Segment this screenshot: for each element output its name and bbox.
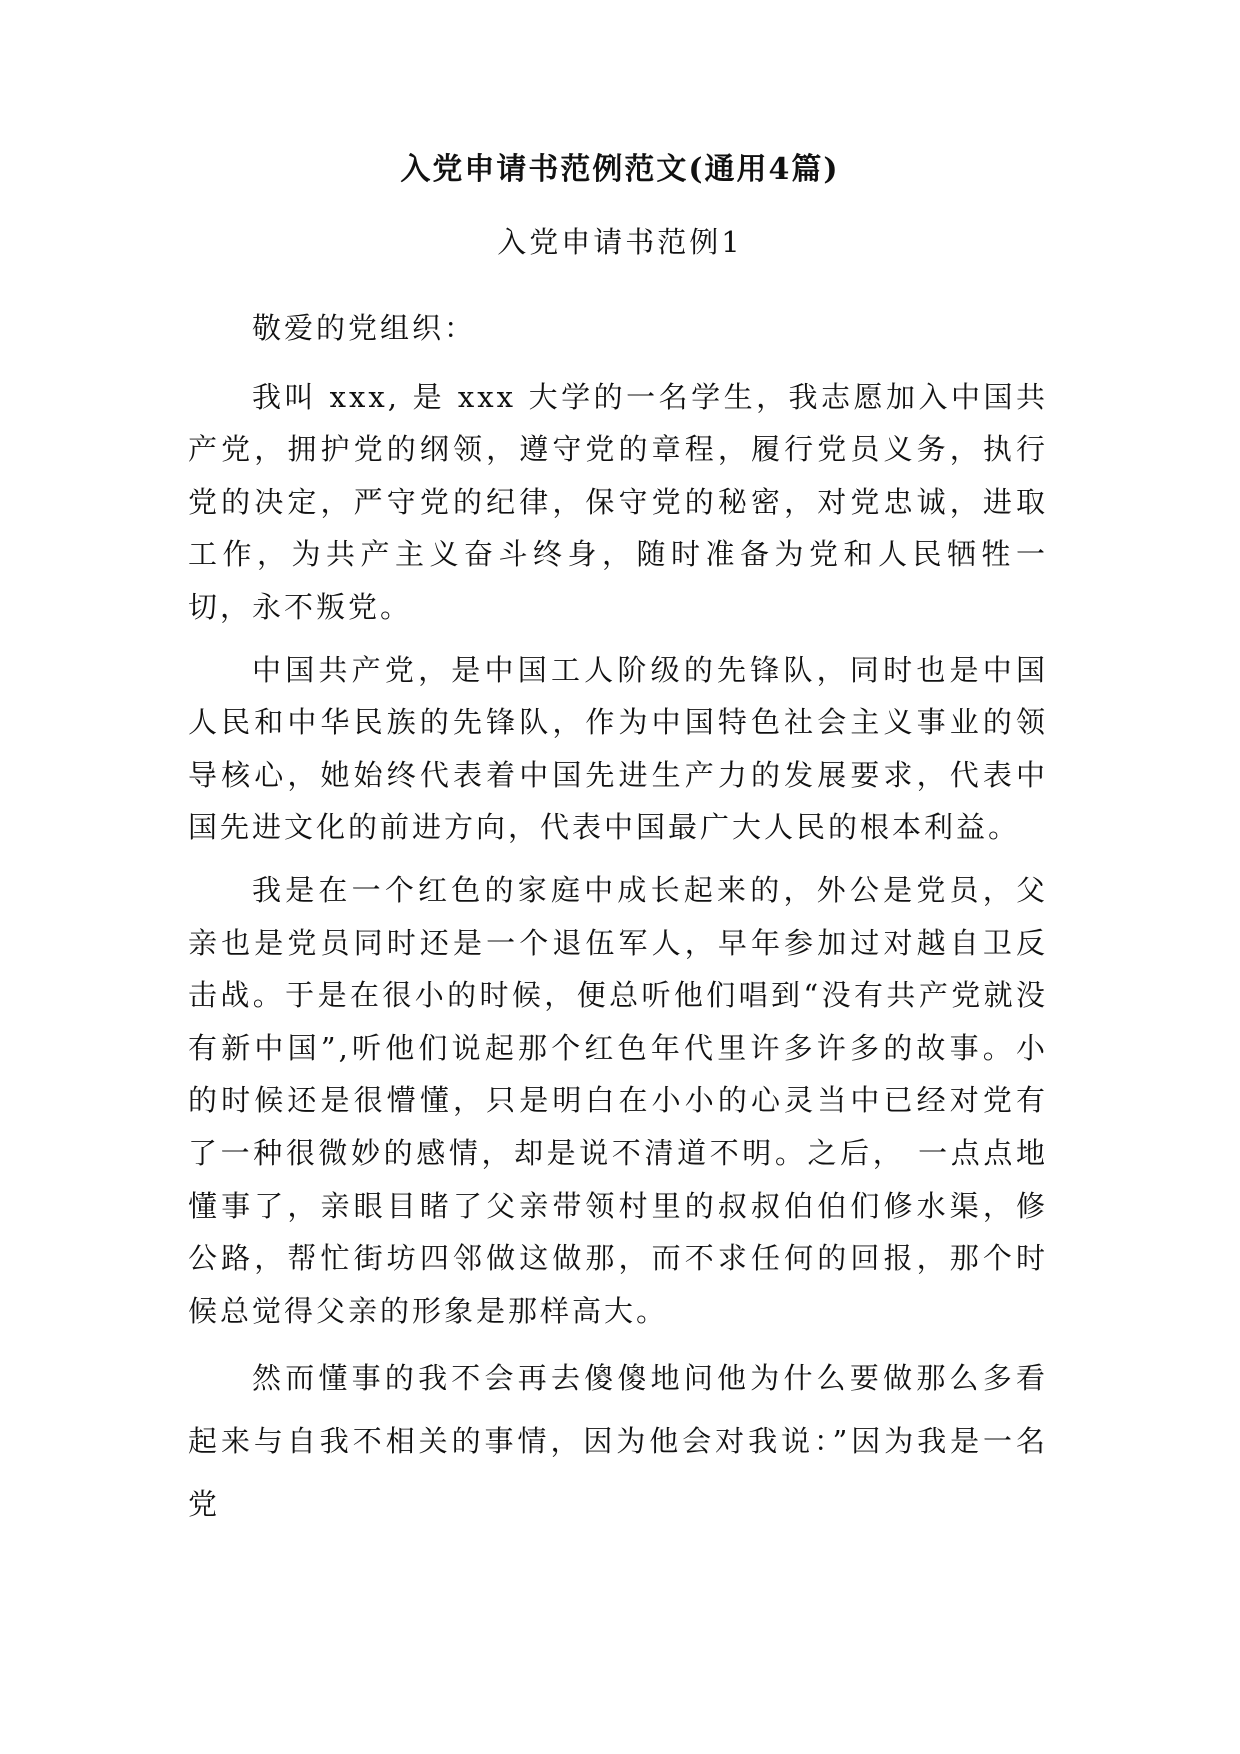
document-body — [188, 302, 1048, 1546]
document-subtitle: 入党申请书范例1 — [497, 225, 743, 259]
paragraph-2: 中国共产党，是中国工人阶级的先锋队，同时也是中国人民和中华民族的先锋队，作为中国特色社会主义事业的领导核心，她始终代表着中国先进生产力的发展要求，代表中国先进文化的前进方向，代表中国最广大人民的根本利益。 — [188, 652, 1048, 845]
paragraph-3: 我是在一个红色的家庭中成长起来的，外公是党员，父亲也是党员同时还是一个退伍军人，早年参加过对越自卫反击战。于是在很小的时候，便总听他们唱到“没有共产党就没有新中国”,听他们说起那个红色年代里许多许多的故事。小的时候还是很懵懂，只是明白在小小的心灵当中已经对党有了一种很微妙的感情，却是说不清道不明。之后， 一点点地懂事了，亲眼目睹了父亲带领村里的叔叔伯伯们修水渠，修公路，帮忙街坊四邻做这做那，而不求任何的回报，那个时候总觉得父亲的形象是那样高大。 — [188, 872, 1048, 1328]
document-title: 入党申请书范例范文(通用4篇) — [400, 152, 840, 187]
salutation: 敬爱的党组织： — [252, 311, 477, 345]
paragraph-1: 我叫 xxx, 是 xxx 大学的一名学生，我志愿加入中国共产党，拥护党的纲领，遵守党的章程，履行党员义务，执行党的决定，严守党的纪律，保守党的秘密，对党忠诚，进取工作，为共产主义奋斗终身，随时准备为党和人民牺牲一切，永不叛党。 — [188, 379, 1048, 624]
paragraph-4: 然而懂事的我不会再去傻傻地问他为什么要做那么多看起来与自我不相关的事情，因为他会对我说：”因为我是一名党 — [188, 1361, 1048, 1522]
